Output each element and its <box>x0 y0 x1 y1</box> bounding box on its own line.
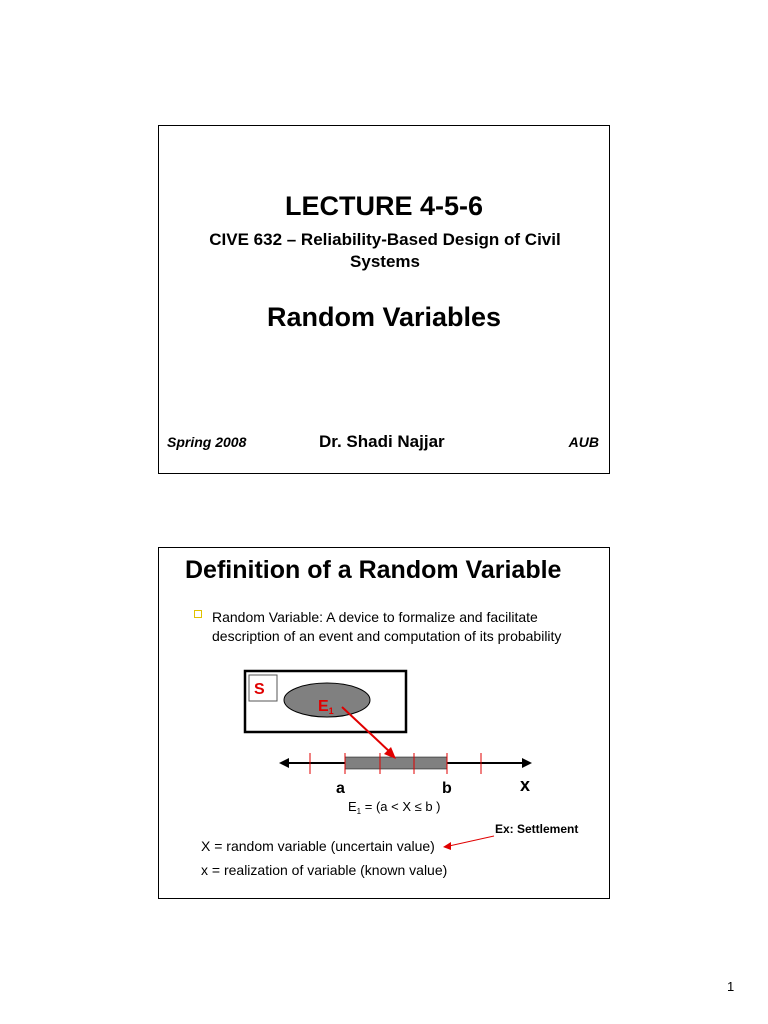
axis-x-label: x <box>520 775 531 795</box>
topic-title: Random Variables <box>266 302 502 332</box>
realization-definition: x = realization of variable (known value) <box>201 862 448 878</box>
point-a-label: a <box>336 780 345 797</box>
number-line-right-arrow <box>522 758 532 768</box>
event-interval <box>345 757 447 769</box>
example-label: Ex: Settlement <box>495 822 579 836</box>
point-b-label: b <box>442 780 452 797</box>
number-line-left-arrow <box>279 758 289 768</box>
semester-label: Spring 2008 <box>167 434 247 450</box>
sample-space-label: S <box>254 681 265 698</box>
instructor-name: Dr. Shadi Najjar <box>319 432 445 451</box>
title-slide <box>158 125 610 474</box>
page-number: 1 <box>727 979 735 994</box>
university-label: AUB <box>568 434 599 450</box>
example-pointer-arrowhead <box>443 842 451 850</box>
event-definition: $E_1 = (a < X \le b$ ) <box>348 799 441 816</box>
example-pointer-line <box>449 836 494 846</box>
random-variable-definition: X = random variable (uncertain value) <box>201 838 435 854</box>
definition-slide <box>158 547 610 899</box>
course-name: CIVE 632 – Reliability-Based Design of Civil Systems <box>209 230 561 271</box>
event-label: E1 <box>318 698 334 716</box>
lecture-title: LECTURE 4-5-6 <box>284 191 484 221</box>
slide-title: Definition of a Random Variable <box>185 556 562 584</box>
bullet-text: Random Variable: A device to formalize and facilitate description of an event and computation of its probability <box>212 609 562 644</box>
